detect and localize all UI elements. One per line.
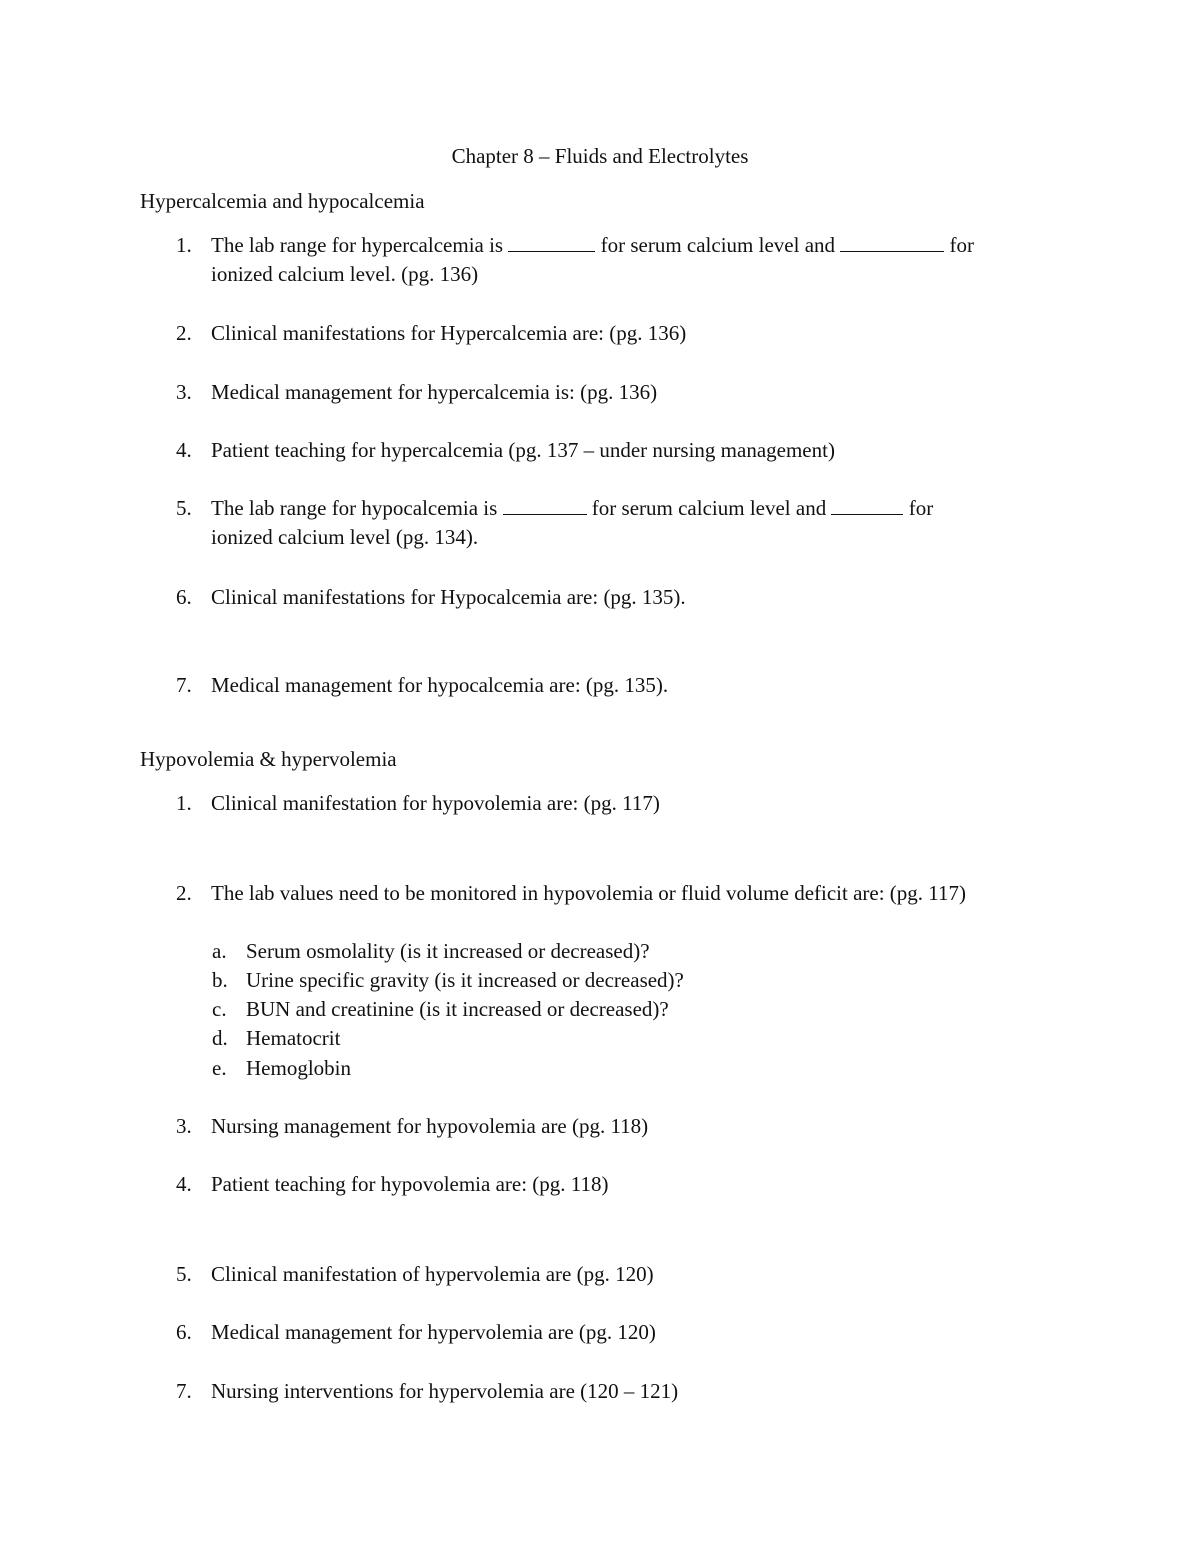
sub-item-text: Hemoglobin	[246, 1056, 351, 1080]
sub-item-letter: e.	[212, 1056, 227, 1080]
question-text: Clinical manifestation of hypervolemia are (pg. 120)	[211, 1262, 654, 1286]
question-text	[211, 231, 1071, 289]
question-text: Medical management for hypervolemia are (pg. 120)	[211, 1320, 656, 1344]
question-number: 6.	[176, 1320, 192, 1344]
question-number: 4.	[176, 1172, 192, 1196]
sub-item-text: Serum osmolality (is it increased or decreased)?	[246, 939, 650, 963]
question-text-part: The lab range for hypocalcemia is	[211, 496, 503, 520]
question-number: 6.	[176, 585, 192, 609]
question-number: 1.	[176, 791, 192, 815]
sub-item-letter: d.	[212, 1026, 228, 1050]
question-number: 7.	[176, 1379, 192, 1403]
question-text-part: for serum calcium level and	[595, 233, 841, 257]
question-number: 5.	[176, 1262, 192, 1286]
section-heading-volume: Hypovolemia & hypervolemia	[140, 747, 397, 771]
document-title: Chapter 8 – Fluids and Electrolytes	[451, 144, 749, 168]
sub-item-text: BUN and creatinine (is it increased or decreased)?	[246, 997, 669, 1021]
question-number: 4.	[176, 438, 192, 462]
sub-item-letter: a.	[212, 939, 227, 963]
question-text: Medical management for hypercalcemia is: (pg. 136)	[211, 380, 658, 404]
question-number: 3.	[176, 380, 192, 404]
question-text-part: for	[903, 496, 934, 520]
answer-blank[interactable]	[503, 496, 587, 515]
answer-blank[interactable]	[831, 496, 903, 515]
question-text-part: for	[944, 233, 975, 257]
answer-blank[interactable]	[840, 233, 944, 252]
sub-item-text: Urine specific gravity (is it increased or decreased)?	[246, 968, 684, 992]
question-text: Nursing interventions for hypervolemia are (120 – 121)	[211, 1379, 679, 1403]
question-text-part: ionized calcium level. (pg. 136)	[211, 262, 479, 286]
answer-blank[interactable]	[508, 233, 595, 252]
question-text: Clinical manifestations for Hypocalcemia are: (pg. 135).	[211, 585, 686, 609]
question-text-part: The lab range for hypercalcemia is	[211, 233, 509, 257]
question-text	[211, 494, 1071, 552]
question-text: Patient teaching for hypercalcemia (pg. 137 – under nursing management)	[211, 438, 835, 462]
question-number: 2.	[176, 321, 192, 345]
question-text: Clinical manifestations for Hypercalcemia are: (pg. 136)	[211, 321, 687, 345]
sub-item-text: Hematocrit	[246, 1026, 341, 1050]
question-number: 7.	[176, 673, 192, 697]
sub-item-letter: c.	[212, 997, 227, 1021]
sub-item-letter: b.	[212, 968, 228, 992]
question-number: 5.	[176, 496, 192, 520]
question-number: 1.	[176, 233, 192, 257]
question-text-part: ionized calcium level (pg. 134).	[211, 525, 479, 549]
question-text: Clinical manifestation for hypovolemia are: (pg. 117)	[211, 791, 660, 815]
question-text: The lab values need to be monitored in hypovolemia or fluid volume deficit are: (pg. 117)	[211, 881, 967, 905]
question-text: Nursing management for hypovolemia are (pg. 118)	[211, 1114, 649, 1138]
question-text: Medical management for hypocalcemia are: (pg. 135).	[211, 673, 669, 697]
question-text: Patient teaching for hypovolemia are: (pg. 118)	[211, 1172, 609, 1196]
question-number: 3.	[176, 1114, 192, 1138]
question-number: 2.	[176, 881, 192, 905]
question-text-part: for serum calcium level and	[586, 496, 832, 520]
section-heading-calcium: Hypercalcemia and hypocalcemia	[140, 189, 425, 213]
